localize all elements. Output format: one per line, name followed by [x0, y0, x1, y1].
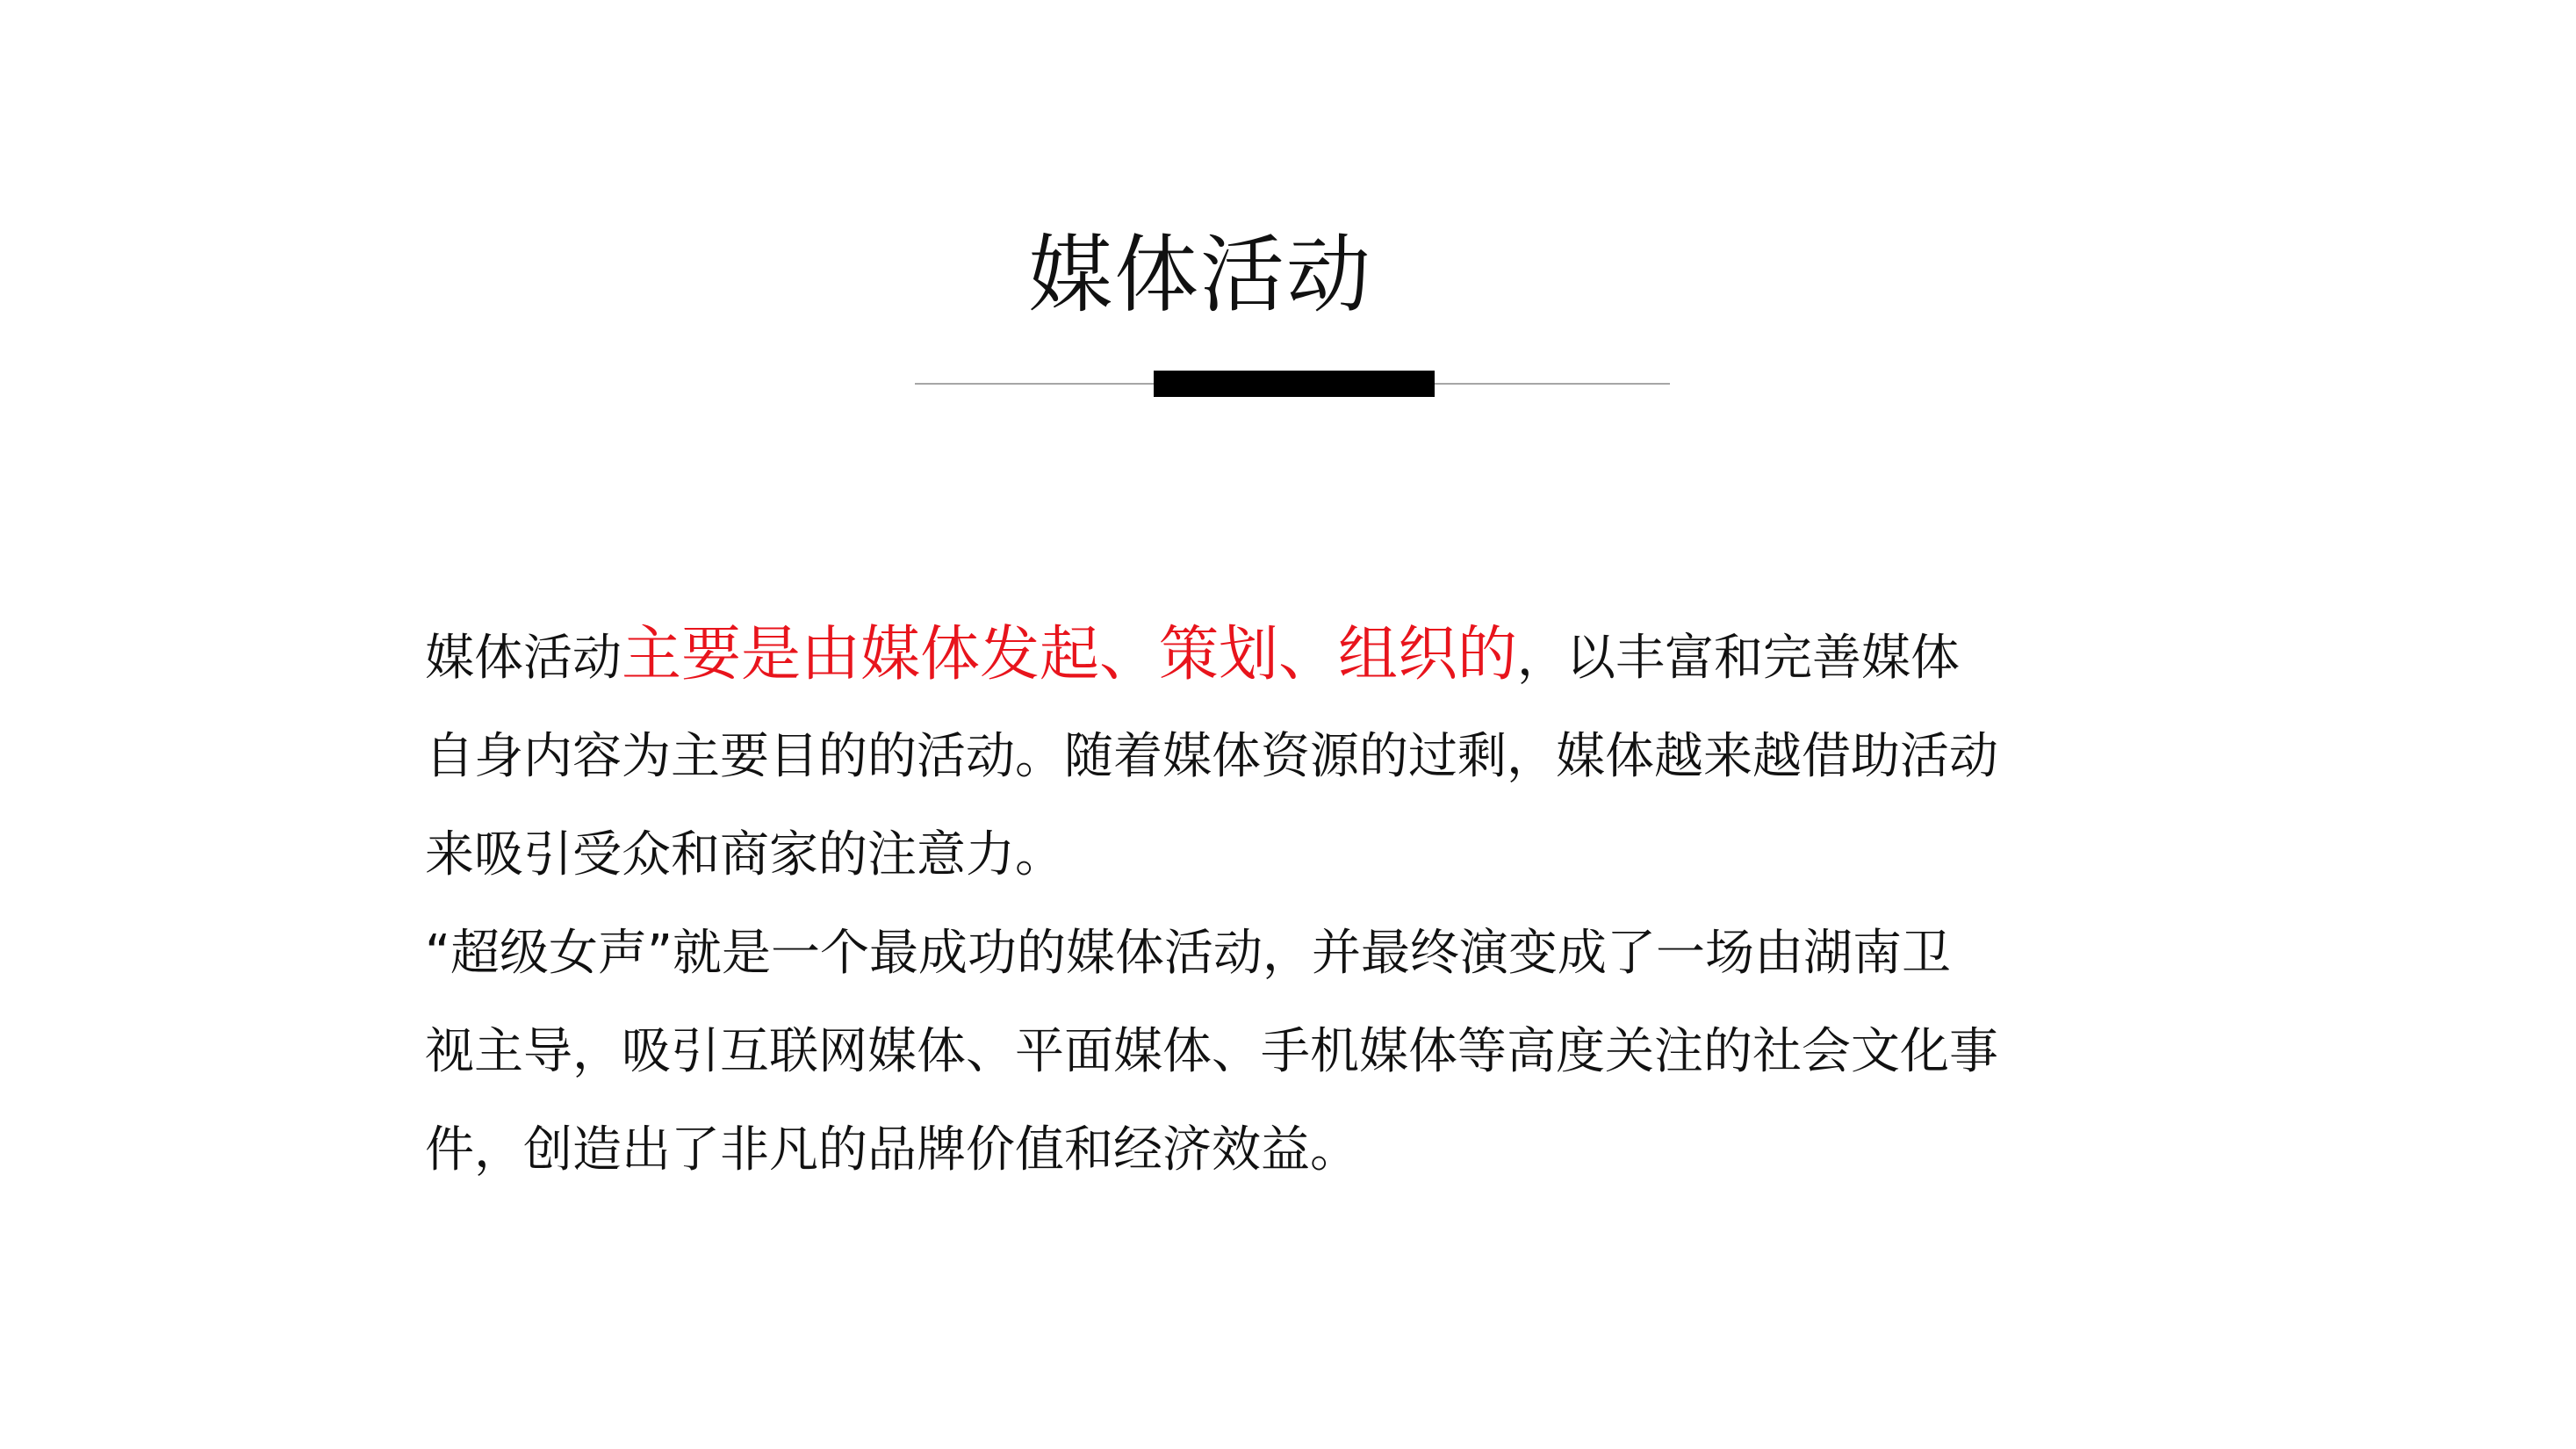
title-underline-thick [1154, 371, 1435, 397]
paragraph-line: “超级女声”就是一个最成功的媒体活动，并最终演变成了一场由湖南卫 [425, 925, 1952, 982]
paragraph-line: 视主导，吸引互联网媒体、平面媒体、手机媒体等高度关注的社会文化事 [425, 1023, 1998, 1080]
highlighted-text: 主要是由媒体发起、策划、组织的 [622, 620, 1518, 689]
text-segment: ，以丰富和完善媒体 [1517, 630, 1961, 687]
body-text [425, 606, 2163, 1200]
paragraph-line: 来吸引受众和商家的注意力。 [425, 826, 1064, 883]
text-segment: 媒体活动 [425, 630, 622, 687]
paragraph-line [425, 606, 2163, 708]
paragraph-line: 自身内容为主要目的的活动。随着媒体资源的过剩，媒体越来越借助活动 [425, 728, 1998, 785]
paragraph-line: 件，创造出了非凡的品牌价值和经济效益。 [425, 1121, 1359, 1179]
page-title: 媒体活动 [1028, 226, 1372, 324]
